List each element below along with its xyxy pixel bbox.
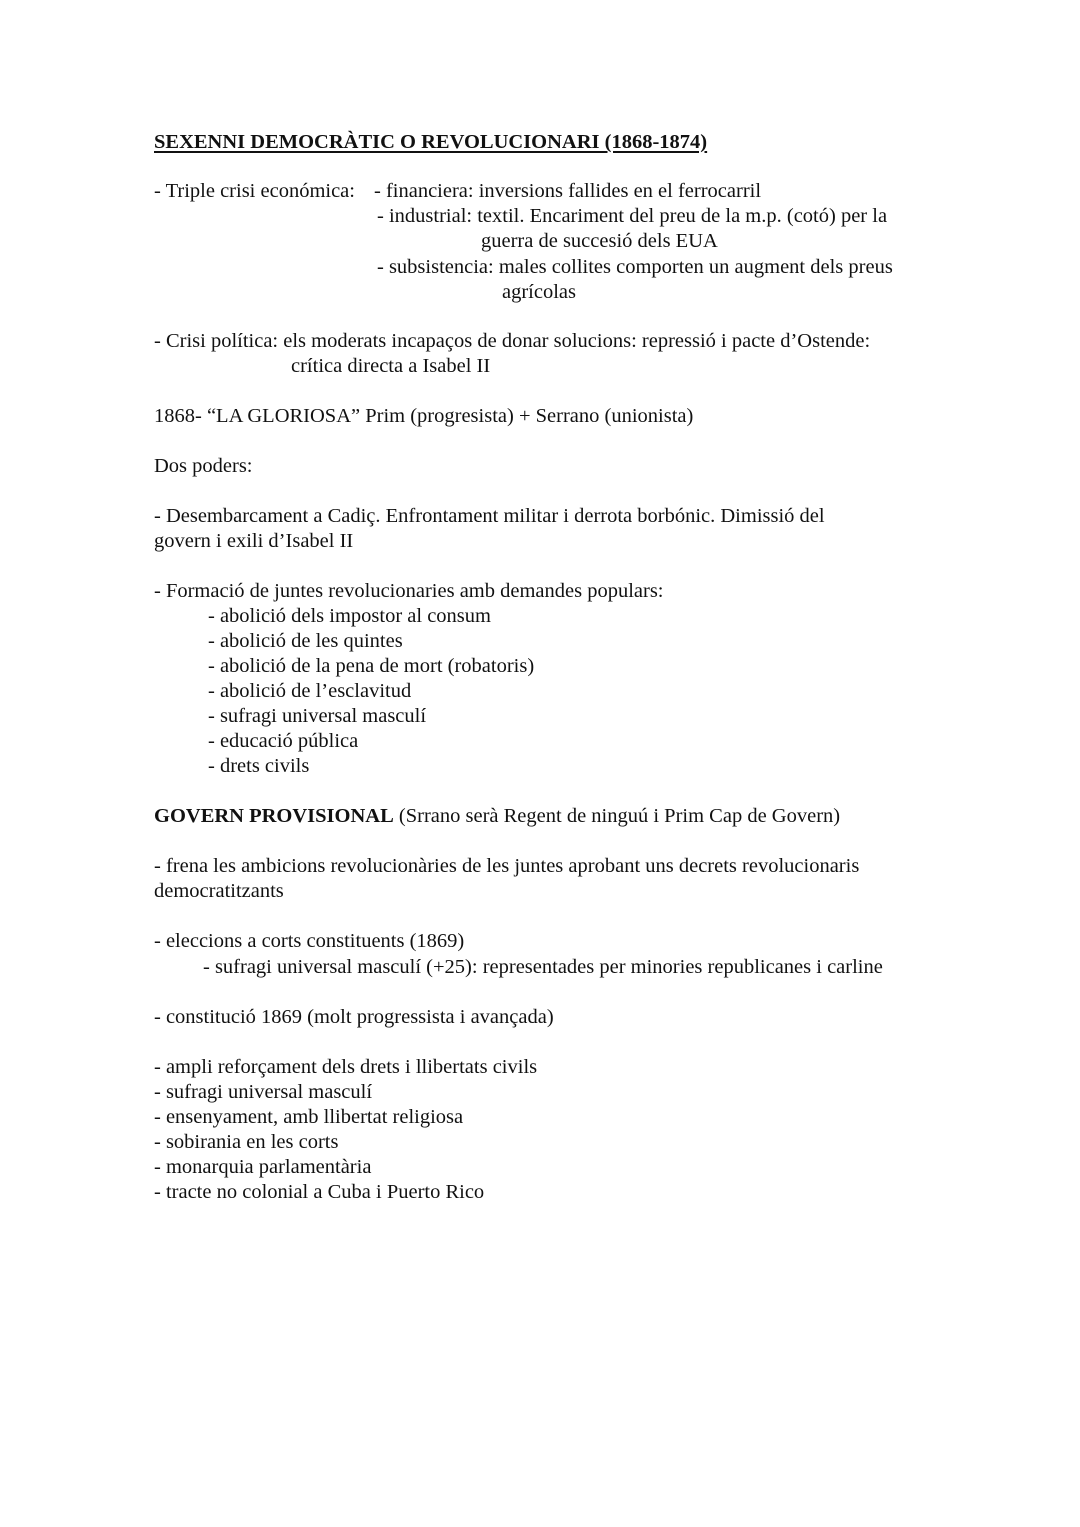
constitution-point: - sufragi universal masculí	[154, 1081, 373, 1103]
juntes-item: - sufragi universal masculí	[208, 705, 427, 727]
economic-crisis-financial: - financiera: inversions fallides en el ferrocarril	[374, 180, 762, 202]
document-title: SEXENNI DEMOCRÀTIC O REVOLUCIONARI (1868-1874)	[154, 131, 708, 153]
constitution-point: - sobirania en les corts	[154, 1131, 339, 1153]
juntes-item: - abolició de la pena de mort (robatoris)	[208, 655, 535, 677]
provisional-government-heading: GOVERN PROVISIONAL	[154, 805, 394, 827]
landing-line-1: - Desembarcament a Cadiç. Enfrontament militar i derrota borbónic. Dimissió del	[154, 505, 825, 527]
juntes-item: - abolició dels impostor al consum	[208, 605, 491, 627]
economic-crisis-industrial-2: guerra de succesió dels EUA	[481, 230, 718, 252]
juntes-item: - abolició de les quintes	[208, 630, 403, 652]
constitution-line: - constitució 1869 (molt progressista i avançada)	[154, 1006, 554, 1028]
gloriosa-line: 1868- “LA GLORIOSA” Prim (progresista) + Serrano (unionista)	[154, 405, 694, 427]
juntes-lead: - Formació de juntes revolucionaries amb demandes populars:	[154, 580, 664, 602]
political-crisis-line-2: crítica directa a Isabel II	[291, 355, 491, 377]
two-powers-heading: Dos poders:	[154, 455, 253, 477]
landing-line-2: govern i exili d’Isabel II	[154, 530, 354, 552]
economic-crisis-lead: - Triple crisi económica:	[154, 180, 355, 202]
curb-line-1: - frena les ambicions revolucionàries de les juntes aprobant uns decrets revolucionaris	[154, 855, 860, 877]
suffrage-line: - sufragi universal masculí (+25): representades per minories republicanes i carline	[203, 956, 883, 978]
political-crisis-line-1: - Crisi política: els moderats incapaços de donar solucions: repressió i pacte d’Ostende:	[154, 330, 871, 352]
provisional-government-note: (Srrano serà Regent de ninguú i Prim Cap de Govern)	[393, 805, 841, 827]
constitution-point: - monarquia parlamentària	[154, 1156, 372, 1178]
juntes-item: - drets civils	[208, 755, 310, 777]
constitution-point: - ampli reforçament dels drets i llibertats civils	[154, 1056, 538, 1078]
juntes-item: - educació pública	[208, 730, 359, 752]
juntes-item: - abolició de l’esclavitud	[208, 680, 412, 702]
provisional-government-line	[154, 804, 840, 829]
economic-crisis-subsistence-1: - subsistencia: males collites comporten un augment dels preus	[377, 256, 893, 278]
economic-crisis-industrial-1: - industrial: textil. Encariment del preu de la m.p. (cotó) per la	[377, 205, 888, 227]
elections-line: - eleccions a corts constituents (1869)	[154, 930, 465, 952]
constitution-point: - tracte no colonial a Cuba i Puerto Rico	[154, 1181, 485, 1203]
curb-line-2: democratitzants	[154, 880, 284, 902]
constitution-point: - ensenyament, amb llibertat religiosa	[154, 1106, 464, 1128]
economic-crisis-subsistence-2: agrícolas	[502, 281, 576, 303]
